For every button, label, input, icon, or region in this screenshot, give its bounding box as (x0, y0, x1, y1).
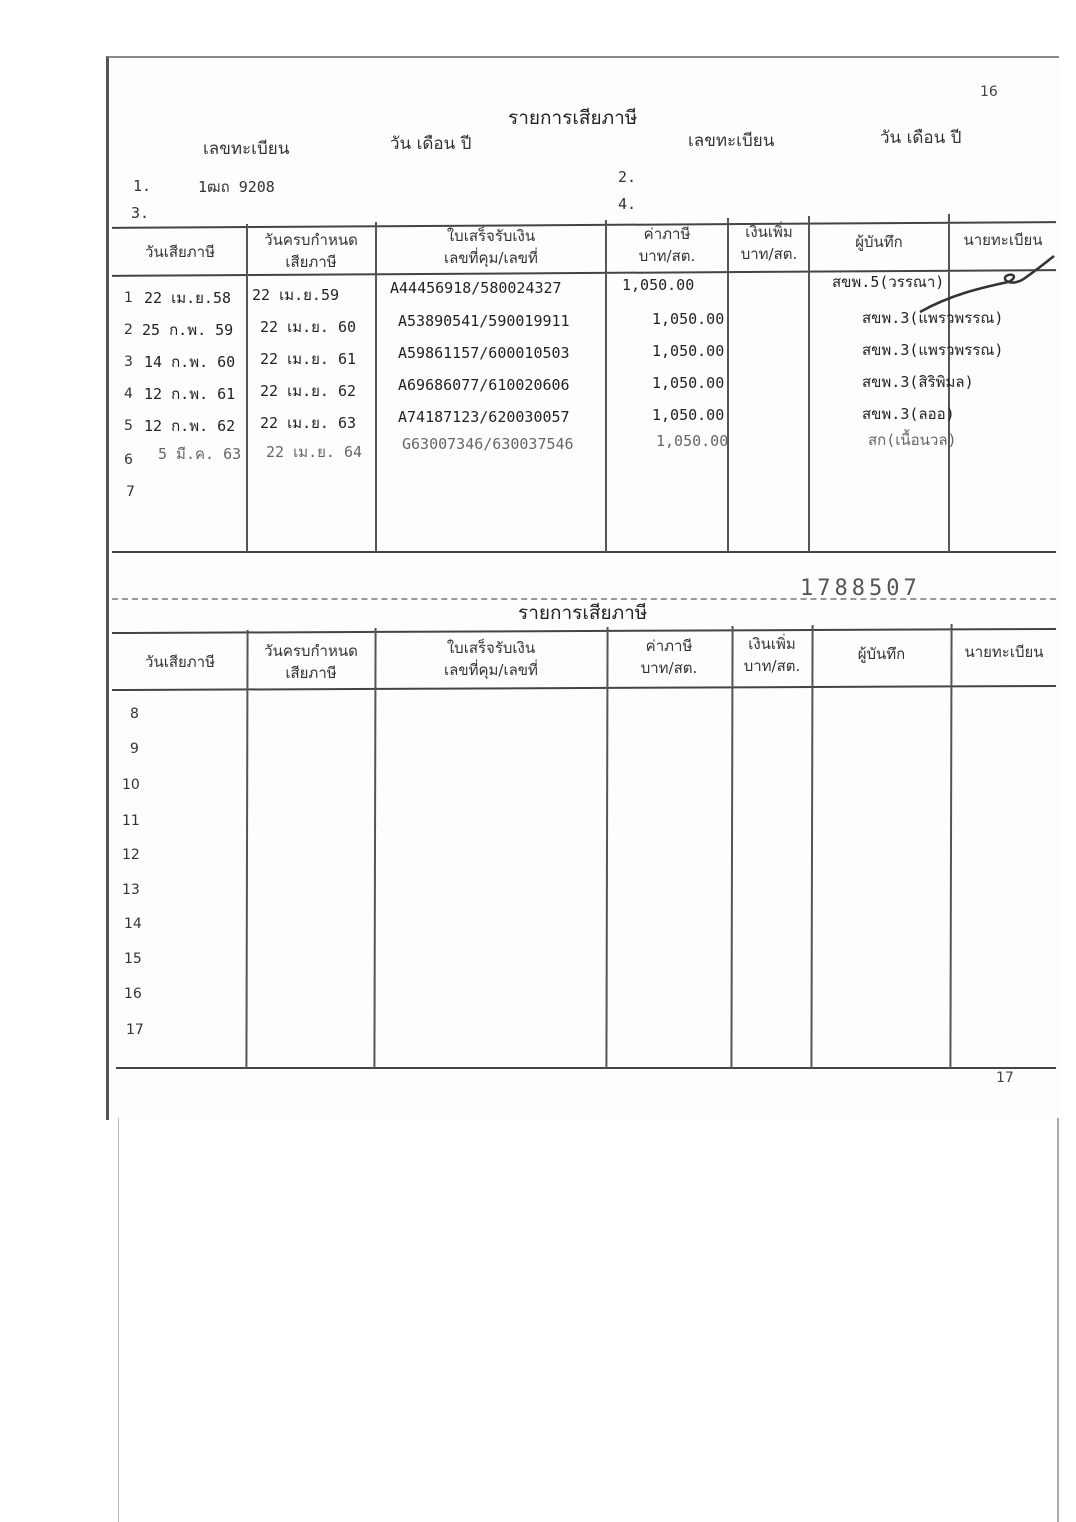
col-tax-2: บาท/สต. (640, 659, 698, 677)
receipt-cell: A74187123/620030057 (398, 408, 570, 426)
due-date-cell: 22 เม.ย.59 (252, 286, 340, 304)
receipt-cell: A59861157/600010503 (398, 344, 570, 362)
receipt-cell: A69686077/610020606 (398, 376, 570, 394)
col-tax-1: ค่าภาษี (645, 637, 693, 655)
recorder-cell: สขพ.5(วรรณา) (832, 273, 945, 291)
col-recorder: ผู้บันทึก (855, 233, 903, 251)
col-due-date-1: วันครบกำหนด (264, 642, 358, 660)
table1-col-divider (375, 222, 377, 552)
col-tax-date: วันเสียภาษี (145, 243, 215, 261)
col-receipt-1: ใบเสร็จรับเงิน (446, 639, 536, 657)
tax-date-cell: 5 มี.ค. 63 (158, 445, 242, 463)
tax-amount-cell: 1,050.00 (622, 276, 695, 294)
table1-col-divider (605, 220, 607, 552)
tax-amount-cell: 1,050.00 (652, 342, 725, 360)
row-number-15: 15 (124, 951, 142, 967)
reg-item-2-num: 2. (618, 168, 637, 186)
due-date-cell: 22 เม.ย. 64 (266, 443, 363, 461)
row-number-16: 16 (124, 986, 142, 1002)
col-due-date-1: วันครบกำหนด (264, 231, 358, 249)
tax-date-cell: 25 ก.พ. 59 (142, 321, 234, 339)
recorder-cell: สขพ.3(แพรวพรรณ) (862, 309, 1004, 327)
page-number-top: 16 (980, 84, 998, 100)
table1-col-divider (727, 218, 729, 552)
registrar-signature (910, 250, 1056, 320)
col-due-date-2: เสียภาษี (285, 664, 337, 682)
due-date-cell: 22 เม.ย. 61 (260, 350, 357, 368)
col-registrar: นายทะเบียน (964, 643, 1044, 661)
date-label-left: วัน เดือน ปี (390, 134, 472, 154)
tax-amount-cell: 1,050.00 (656, 432, 729, 450)
col-registrar: นายทะเบียน (963, 231, 1043, 249)
recorder-cell: สก(เนื้อนวล) (868, 431, 957, 449)
row-number-9: 9 (130, 741, 139, 757)
page-number-bottom: 17 (996, 1070, 1014, 1086)
row-number: 5 (124, 418, 133, 434)
row-number: 1 (124, 290, 133, 306)
receipt-cell: G63007346/630037546 (402, 435, 574, 453)
col-tax-2: บาท/สต. (638, 247, 696, 265)
col-recorder: ผู้บันทึก (857, 645, 906, 663)
recorder-cell: สขพ.3(แพรวพรรณ) (862, 341, 1004, 359)
reg-item-4-num: 4. (618, 195, 637, 213)
tax-amount-cell: 1,050.00 (652, 310, 725, 328)
reg-label-right: เลขทะเบียน (688, 131, 775, 151)
row-number: 6 (124, 452, 133, 468)
blank-page-area (118, 1118, 1059, 1522)
row-number: 2 (124, 322, 133, 338)
due-date-cell: 22 เม.ย. 63 (260, 414, 357, 432)
row-number: 4 (124, 386, 133, 402)
receipt-cell: A44456918/580024327 (390, 279, 562, 297)
row-number: 3 (124, 354, 133, 370)
reg-item-1-num: 1. (133, 177, 152, 195)
tax-amount-cell: 1,050.00 (652, 374, 725, 392)
col-tax-1: ค่าภาษี (643, 225, 691, 243)
col-due-date-2: เสียภาษี (285, 253, 337, 271)
tax-date-cell: 22 เม.ย.58 (144, 289, 232, 307)
col-extra-1: เงินเพิ่ม (748, 635, 796, 653)
tax-date-cell: 14 ก.พ. 60 (144, 353, 236, 371)
row-number-17: 17 (126, 1022, 144, 1038)
recorder-cell: สขพ.3(สิริพิมล) (862, 373, 974, 391)
reg-item-1-value: 1ฒถ 9208 (198, 178, 275, 196)
col-receipt-2: เลขที่คุม/เลขที่ (444, 661, 538, 679)
reg-label-left: เลขทะเบียน (203, 139, 290, 159)
row-number-11: 11 (122, 813, 140, 829)
row-number-14: 14 (124, 916, 142, 932)
due-date-cell: 22 เม.ย. 62 (260, 382, 357, 400)
row-number-12: 12 (122, 847, 140, 863)
col-extra-1: เงินเพิ่ม (745, 223, 793, 241)
row-number-10: 10 (122, 777, 140, 793)
col-receipt-1: ใบเสร็จรับเงิน (446, 227, 536, 245)
table2-bottom-border (116, 1067, 1056, 1069)
row-number: 7 (126, 484, 135, 500)
date-label-right: วัน เดือน ปี (880, 128, 962, 148)
reg-item-3-num: 3. (131, 204, 150, 222)
tax-date-cell: 12 ก.พ. 62 (144, 417, 236, 435)
col-tax-date: วันเสียภาษี (145, 653, 215, 671)
row-number-13: 13 (122, 882, 140, 898)
receipt-cell: A53890541/590019911 (398, 312, 570, 330)
table1-col-divider (808, 216, 810, 552)
row-number-8: 8 (130, 706, 139, 722)
col-receipt-2: เลขที่คุม/เลขที่ (444, 249, 538, 267)
table1-col-divider (246, 224, 248, 552)
section1-title: รายการเสียภาษี (508, 107, 638, 129)
tax-date-cell: 12 ก.พ. 61 (144, 385, 236, 403)
section2-title: รายการเสียภาษี (518, 602, 648, 624)
stamp-number: 1788507 (800, 576, 921, 601)
col-extra-2: บาท/สต. (743, 657, 801, 675)
tax-amount-cell: 1,050.00 (652, 406, 725, 424)
table1-bottom-border (112, 551, 1056, 553)
recorder-cell: สขพ.3(ลออ) (862, 405, 955, 423)
due-date-cell: 22 เม.ย. 60 (260, 318, 357, 336)
col-extra-2: บาท/สต. (740, 245, 798, 263)
